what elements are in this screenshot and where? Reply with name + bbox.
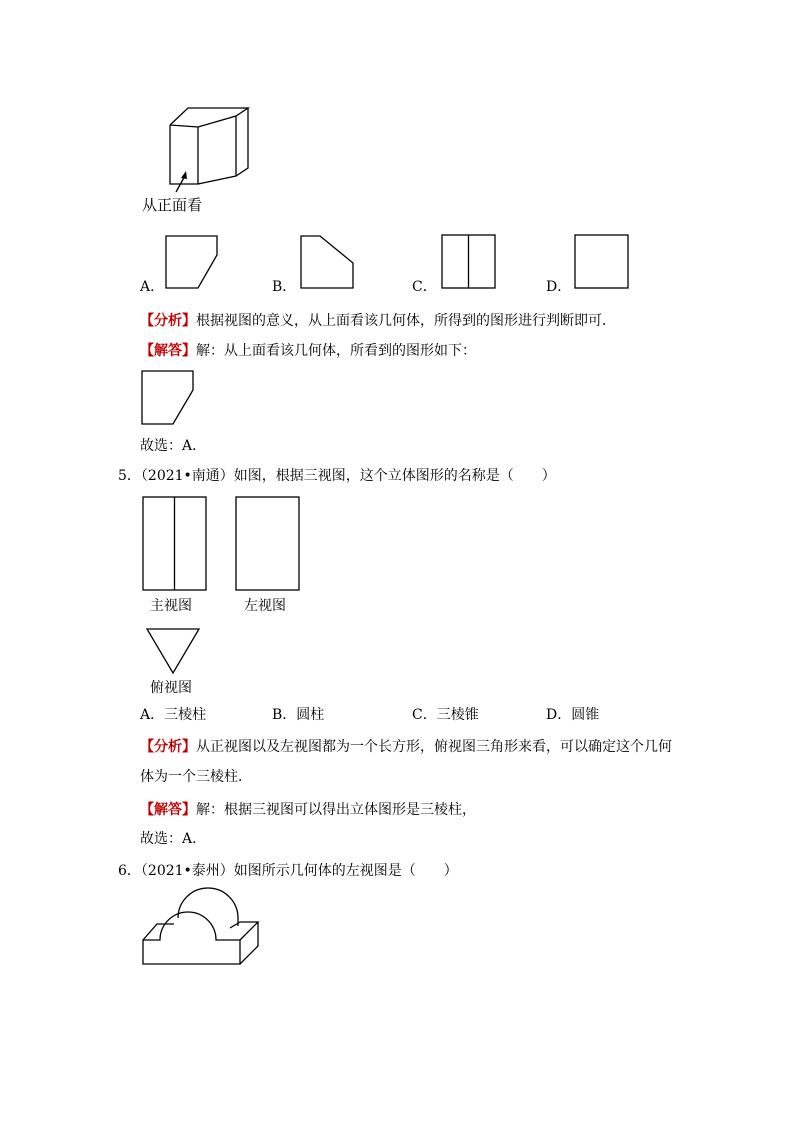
answer-text: 解：从上面看该几何体，所看到的图形如下： (196, 343, 476, 359)
q5-front-view-label: 主视图 (150, 598, 192, 614)
q4-analysis (140, 312, 616, 330)
answer-text: 解：根据三视图可以得出立体图形是三棱柱， (196, 802, 476, 818)
q5-analysis-cont: 体为一个三棱柱． (140, 769, 252, 785)
q4-figure-caption: 从正面看 (142, 196, 203, 214)
q5-option-a (140, 706, 206, 724)
option-letter: D． (546, 707, 572, 723)
answer-tag: 【解答】 (140, 802, 196, 818)
q4-answer-shape (141, 370, 196, 426)
q5-top-view (146, 628, 202, 676)
option-letter: B． (272, 707, 297, 723)
analysis-text: 根据视图的意义，从上面看该几何体，所得到的图形进行判断即可． (196, 313, 616, 329)
q5-front-view (142, 496, 208, 592)
q5-top-view-label: 俯视图 (150, 680, 192, 696)
option-text: 圆锥 (571, 707, 600, 723)
q5-left-view (235, 496, 301, 592)
q5-stem: 5．（2021•南通）如图，根据三视图，这个立体图形的名称是（ ） (118, 468, 556, 484)
q4-option-b-shape (300, 235, 355, 290)
q4-option-d-shape (574, 234, 630, 290)
option-text: 三棱锥 (436, 707, 479, 723)
q5-conclusion: 故选：A． (140, 831, 207, 847)
analysis-tag: 【分析】 (140, 739, 196, 755)
q5-answer (140, 801, 476, 819)
q5-left-view-label: 左视图 (244, 598, 286, 614)
q4-option-c-label: C． (412, 279, 437, 295)
q4-option-a-label: A． (140, 279, 165, 295)
q4-option-b-label: B． (272, 279, 297, 295)
q4-option-a-shape (165, 235, 220, 290)
q4-option-d-label: D． (546, 279, 572, 295)
analysis-tag: 【分析】 (140, 313, 196, 329)
q5-analysis (140, 738, 672, 756)
q5-option-b (272, 706, 324, 724)
q5-option-d (546, 706, 599, 724)
answer-tag: 【解答】 (140, 343, 196, 359)
option-letter: A． (140, 707, 165, 723)
option-letter: C． (412, 707, 437, 723)
q4-option-c-shape (441, 234, 497, 290)
q4-conclusion: 故选：A． (140, 438, 207, 454)
option-text: 圆柱 (296, 707, 325, 723)
analysis-text: 从正视图以及左视图都为一个长方形，俯视图三角形来看，可以确定这个几何 (196, 739, 672, 755)
q5-option-c (412, 706, 479, 724)
q6-solid-figure (140, 888, 265, 968)
q6-stem: 6．（2021•泰州）如图所示几何体的左视图是（ ） (118, 863, 458, 879)
option-text: 三棱柱 (164, 707, 207, 723)
q4-answer (140, 342, 476, 360)
q4-solid-figure (140, 100, 260, 195)
